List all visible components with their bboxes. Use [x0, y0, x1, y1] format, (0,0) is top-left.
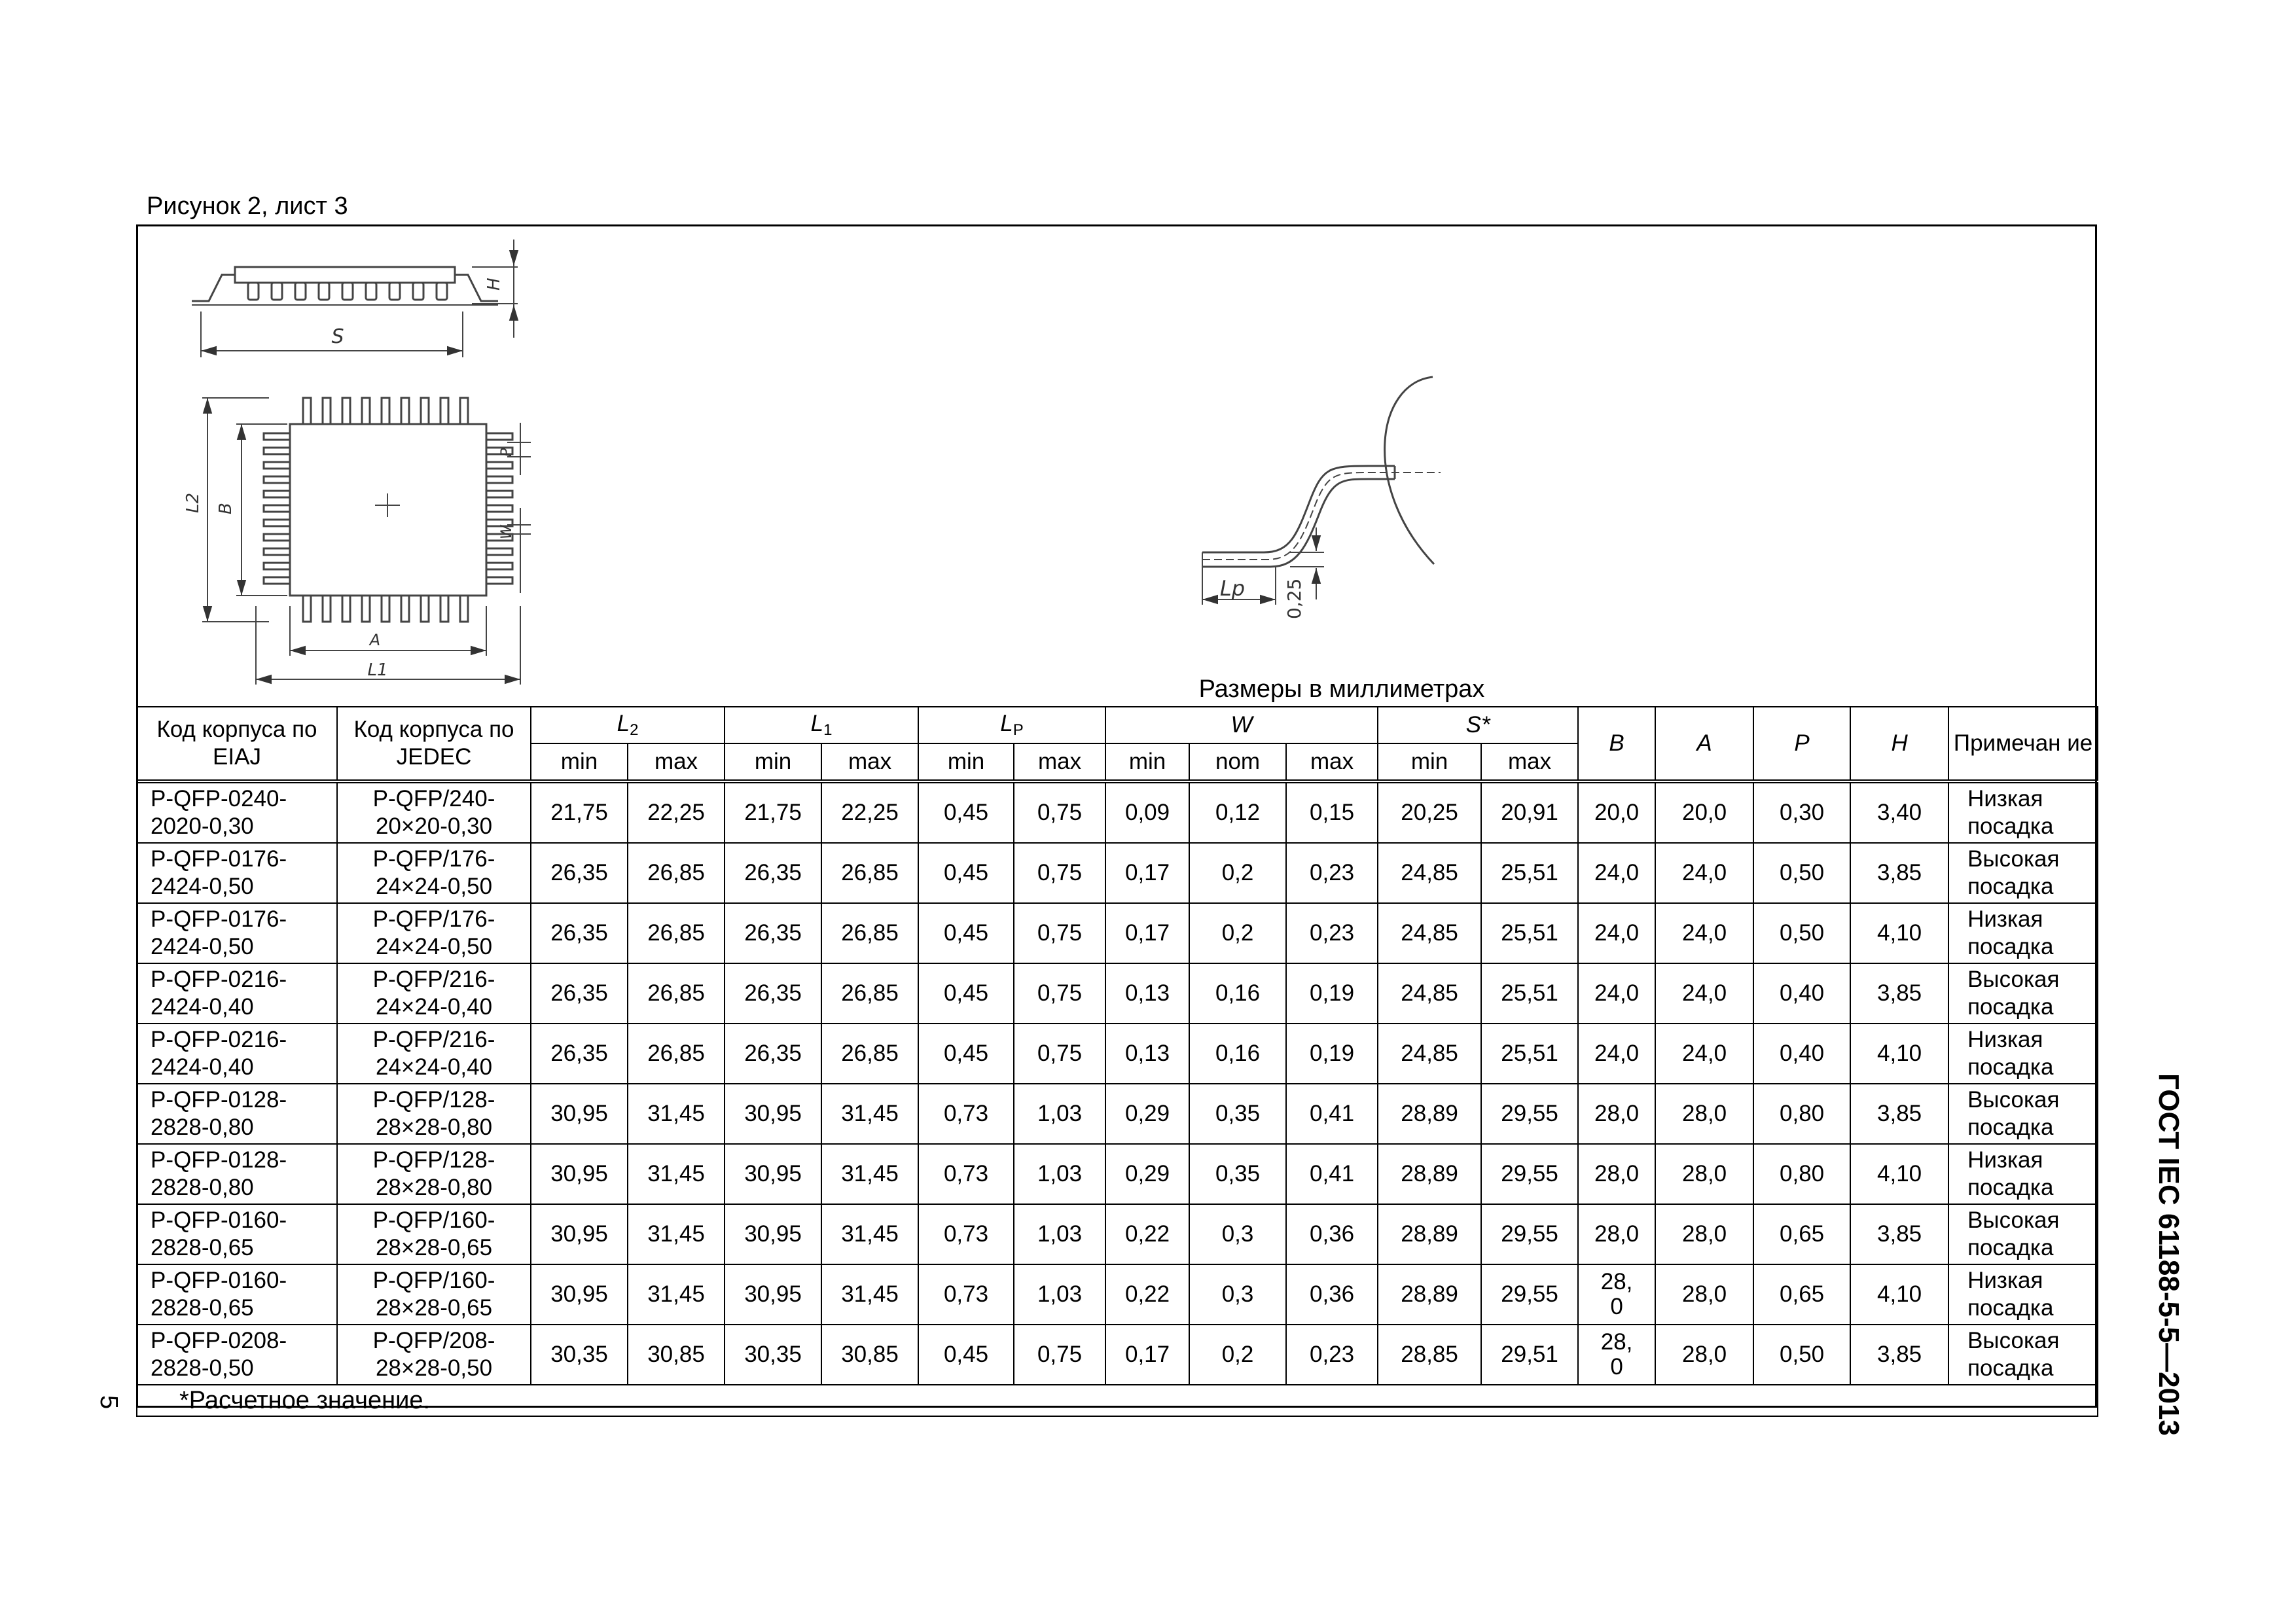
- cell-eiaj-code: P-QFP-0216- 2424-0,40: [137, 1024, 337, 1084]
- cell-value: 0,45: [918, 963, 1014, 1024]
- cell-eiaj-code: P-QFP-0208- 2828-0,50: [137, 1325, 337, 1385]
- sub-max: max: [1481, 743, 1578, 781]
- cell-value: 20,91: [1481, 781, 1578, 843]
- cell-value: 28,89: [1378, 1084, 1481, 1144]
- label-thickness: 0,25: [1283, 578, 1305, 619]
- sub-max: max: [821, 743, 918, 781]
- cell-value: 0,65: [1753, 1204, 1850, 1264]
- col-H-header: H: [1850, 707, 1948, 781]
- cell-value: 24,85: [1378, 1024, 1481, 1084]
- table-row: [137, 1144, 2098, 1204]
- cell-value: 20,25: [1378, 781, 1481, 843]
- cell-value: 31,45: [821, 1144, 918, 1204]
- cell-value: 0,75: [1014, 1325, 1105, 1385]
- cell-value: 30,85: [628, 1325, 725, 1385]
- dimensions-table: [136, 706, 2098, 1417]
- cell-jedec-code: P-QFP/216- 24×24-0,40: [337, 963, 531, 1024]
- cell-value: 0,73: [918, 1084, 1014, 1144]
- cell-value: 24,0: [1655, 903, 1753, 963]
- cell-value: 0,45: [918, 781, 1014, 843]
- cell-value: 26,35: [725, 963, 821, 1024]
- cell-value: 22,25: [628, 781, 725, 843]
- cell-value: 0,45: [918, 1024, 1014, 1084]
- cell-value: 0,80: [1753, 1144, 1850, 1204]
- cell-value: 30,35: [531, 1325, 628, 1385]
- footnote: *Расчетное значение.: [137, 1385, 2098, 1416]
- col-eiaj-header: Код корпуса по EIAJ: [137, 707, 337, 781]
- cell-value: 0,2: [1189, 1325, 1286, 1385]
- cell-value: 24,0: [1578, 963, 1655, 1024]
- cell-value: 0,22: [1105, 1204, 1189, 1264]
- cell-value: 28,89: [1378, 1204, 1481, 1264]
- cell-value: 26,85: [821, 843, 918, 903]
- cell-note: Низкая посадка: [1948, 903, 2098, 963]
- cell-value: 24,0: [1655, 1024, 1753, 1084]
- cell-value: 0,41: [1286, 1144, 1378, 1204]
- cell-value: 0,35: [1189, 1144, 1286, 1204]
- cell-value: 21,75: [725, 781, 821, 843]
- cell-value: 4,10: [1850, 1144, 1948, 1204]
- cell-value: 3,85: [1850, 1325, 1948, 1385]
- label-H: H: [484, 277, 504, 291]
- cell-value: 0,45: [918, 1325, 1014, 1385]
- cell-value: 20,0: [1578, 781, 1655, 843]
- cell-value: 0,73: [918, 1204, 1014, 1264]
- cell-value: 28,0: [1655, 1264, 1753, 1325]
- cell-jedec-code: P-QFP/176- 24×24-0,50: [337, 843, 531, 903]
- sub-max: max: [1286, 743, 1378, 781]
- cell-value: 0,75: [1014, 903, 1105, 963]
- cell-jedec-code: P-QFP/216- 24×24-0,40: [337, 1024, 531, 1084]
- col-note-header: Примечан ие: [1948, 707, 2098, 781]
- cell-value: 0,2: [1189, 843, 1286, 903]
- top-view: [202, 398, 531, 685]
- cell-value: 28,0: [1655, 1325, 1753, 1385]
- cell-value: 30,95: [531, 1144, 628, 1204]
- cell-note: Низкая посадка: [1948, 1144, 2098, 1204]
- cell-value: 0,45: [918, 843, 1014, 903]
- cell-value: 0,22: [1105, 1264, 1189, 1325]
- cell-eiaj-code: P-QFP-0216- 2424-0,40: [137, 963, 337, 1024]
- cell-value: 31,45: [821, 1204, 918, 1264]
- cell-value: 0,50: [1753, 903, 1850, 963]
- table-row: [137, 1204, 2098, 1264]
- cell-note: Высокая посадка: [1948, 843, 2098, 903]
- cell-jedec-code: P-QFP/208- 28×28-0,50: [337, 1325, 531, 1385]
- col-L1-header: L1: [725, 707, 918, 743]
- cell-value: 0,65: [1753, 1264, 1850, 1325]
- cell-value: 0,16: [1189, 1024, 1286, 1084]
- cell-jedec-code: P-QFP/176- 24×24-0,50: [337, 903, 531, 963]
- cell-eiaj-code: P-QFP-0176- 2424-0,50: [137, 843, 337, 903]
- sub-min: min: [725, 743, 821, 781]
- cell-eiaj-code: P-QFP-0160- 2828-0,65: [137, 1204, 337, 1264]
- label-S: S: [331, 325, 344, 348]
- label-L1: L1: [367, 660, 388, 680]
- cell-value: 4,10: [1850, 1024, 1948, 1084]
- side-view: [192, 240, 518, 357]
- cell-value: 24,0: [1578, 1024, 1655, 1084]
- cell-value: 28,0: [1655, 1084, 1753, 1144]
- table-row: [137, 1084, 2098, 1144]
- cell-jedec-code: P-QFP/240- 20×20-0,30: [337, 781, 531, 843]
- cell-value: 0,35: [1189, 1084, 1286, 1144]
- cell-value: 0,16: [1189, 963, 1286, 1024]
- cell-value: 1,03: [1014, 1264, 1105, 1325]
- cell-value: 31,45: [628, 1144, 725, 1204]
- page-number: [96, 1395, 122, 1435]
- cell-value: 31,45: [628, 1084, 725, 1144]
- cell-value: 30,95: [531, 1264, 628, 1325]
- label-P: P: [499, 448, 515, 457]
- document-standard-number: ГОСТ IEC 61188-5-5—2013: [2153, 1073, 2185, 1436]
- cell-value: 0,23: [1286, 903, 1378, 963]
- cell-value: 0,73: [918, 1144, 1014, 1204]
- cell-eiaj-code: P-QFP-0128- 2828-0,80: [137, 1144, 337, 1204]
- cell-value: 28,0: [1578, 1084, 1655, 1144]
- cell-value: 24,0: [1655, 963, 1753, 1024]
- cell-value: 0,13: [1105, 1024, 1189, 1084]
- cell-value: 26,85: [628, 903, 725, 963]
- sub-min: min: [1105, 743, 1189, 781]
- table-row: [137, 963, 2098, 1024]
- table-row: [137, 1325, 2098, 1385]
- cell-eiaj-code: P-QFP-0128- 2828-0,80: [137, 1084, 337, 1144]
- cell-value: 26,85: [821, 963, 918, 1024]
- sub-min: min: [1378, 743, 1481, 781]
- col-L2-header: L2: [531, 707, 725, 743]
- cell-value: 24,85: [1378, 843, 1481, 903]
- cell-value: 0,09: [1105, 781, 1189, 843]
- cell-value: 0,23: [1286, 1325, 1378, 1385]
- cell-value: 31,45: [628, 1264, 725, 1325]
- col-P-header: P: [1753, 707, 1850, 781]
- cell-value: 30,95: [725, 1264, 821, 1325]
- cell-note: Высокая посадка: [1948, 963, 2098, 1024]
- cell-value: 1,03: [1014, 1084, 1105, 1144]
- cell-value: 30,95: [725, 1144, 821, 1204]
- cell-value: 26,35: [531, 903, 628, 963]
- cell-note: Высокая посадка: [1948, 1325, 2098, 1385]
- cell-value: 28,0: [1655, 1144, 1753, 1204]
- cell-value: 24,0: [1578, 843, 1655, 903]
- cell-value: 30,85: [821, 1325, 918, 1385]
- cell-value: 0,3: [1189, 1204, 1286, 1264]
- cell-eiaj-code: P-QFP-0176- 2424-0,50: [137, 903, 337, 963]
- table-row: [137, 781, 2098, 843]
- cell-value: 25,51: [1481, 903, 1578, 963]
- cell-value: 29,55: [1481, 1084, 1578, 1144]
- label-W: W: [499, 525, 515, 539]
- cell-value: 26,35: [725, 903, 821, 963]
- cell-value: 0,73: [918, 1264, 1014, 1325]
- cell-value: 28, 0: [1578, 1264, 1655, 1325]
- table-row: [137, 1264, 2098, 1325]
- cell-eiaj-code: P-QFP-0160- 2828-0,65: [137, 1264, 337, 1325]
- cell-value: 26,35: [725, 843, 821, 903]
- sub-max: max: [628, 743, 725, 781]
- cell-value: 30,95: [725, 1084, 821, 1144]
- cell-value: 29,55: [1481, 1204, 1578, 1264]
- cell-value: 26,35: [531, 1024, 628, 1084]
- cell-value: 26,85: [628, 1024, 725, 1084]
- cell-value: 0,15: [1286, 781, 1378, 843]
- cell-value: 21,75: [531, 781, 628, 843]
- cell-value: 29,51: [1481, 1325, 1578, 1385]
- label-A: A: [369, 631, 381, 649]
- cell-value: 30,95: [531, 1084, 628, 1144]
- cell-value: 31,45: [821, 1264, 918, 1325]
- cell-value: 28,85: [1378, 1325, 1481, 1385]
- cell-value: 0,3: [1189, 1264, 1286, 1325]
- col-S-header: S*: [1378, 707, 1578, 743]
- cell-value: 0,45: [918, 903, 1014, 963]
- cell-value: 29,55: [1481, 1264, 1578, 1325]
- cell-value: 3,85: [1850, 1204, 1948, 1264]
- sub-nom: nom: [1189, 743, 1286, 781]
- cell-value: 25,51: [1481, 1024, 1578, 1084]
- cell-value: 30,95: [725, 1204, 821, 1264]
- cell-jedec-code: P-QFP/160- 28×28-0,65: [337, 1264, 531, 1325]
- cell-value: 0,75: [1014, 963, 1105, 1024]
- cell-value: 31,45: [628, 1204, 725, 1264]
- cell-value: 0,17: [1105, 843, 1189, 903]
- label-B: B: [216, 503, 236, 514]
- cell-value: 26,35: [531, 963, 628, 1024]
- cell-note: Низкая посадка: [1948, 1024, 2098, 1084]
- cell-note: Высокая посадка: [1948, 1084, 2098, 1144]
- cell-value: 0,40: [1753, 963, 1850, 1024]
- units-note: Размеры в миллиметрах: [1198, 675, 1485, 703]
- cell-jedec-code: P-QFP/128- 28×28-0,80: [337, 1144, 531, 1204]
- cell-value: 0,75: [1014, 843, 1105, 903]
- cell-value: 26,85: [628, 963, 725, 1024]
- cell-value: 28, 0: [1578, 1325, 1655, 1385]
- table-row: [137, 843, 2098, 903]
- cell-jedec-code: P-QFP/160- 28×28-0,65: [337, 1204, 531, 1264]
- page-number-text: 5: [95, 1395, 122, 1410]
- label-L2: L2: [183, 492, 203, 513]
- cell-value: 0,12: [1189, 781, 1286, 843]
- cell-value: 0,19: [1286, 1024, 1378, 1084]
- cell-value: 25,51: [1481, 843, 1578, 903]
- col-A-header: A: [1655, 707, 1753, 781]
- side-document-title: [2113, 1073, 2204, 1466]
- cell-value: 0,2: [1189, 903, 1286, 963]
- cell-value: 0,41: [1286, 1084, 1378, 1144]
- cell-value: 3,85: [1850, 1084, 1948, 1144]
- cell-value: 26,85: [821, 903, 918, 963]
- cell-value: 3,40: [1850, 781, 1948, 843]
- cell-value: 24,0: [1578, 903, 1655, 963]
- col-B-header: B: [1578, 707, 1655, 781]
- lead-detail: [1202, 377, 1441, 605]
- cell-value: 25,51: [1481, 963, 1578, 1024]
- cell-value: 30,95: [531, 1204, 628, 1264]
- cell-value: 0,80: [1753, 1084, 1850, 1144]
- cell-value: 0,50: [1753, 843, 1850, 903]
- cell-value: 20,0: [1655, 781, 1753, 843]
- cell-value: 0,13: [1105, 963, 1189, 1024]
- label-Lp: Lp: [1219, 576, 1246, 601]
- table-row: [137, 1024, 2098, 1084]
- figure-caption: Рисунок 2, лист 3: [147, 192, 348, 220]
- cell-value: 24,85: [1378, 903, 1481, 963]
- cell-jedec-code: P-QFP/128- 28×28-0,80: [337, 1084, 531, 1144]
- cell-value: 31,45: [821, 1084, 918, 1144]
- cell-value: 0,19: [1286, 963, 1378, 1024]
- cell-value: 28,89: [1378, 1144, 1481, 1204]
- cell-value: 22,25: [821, 781, 918, 843]
- package-drawing: [138, 226, 2095, 707]
- cell-value: 0,50: [1753, 1325, 1850, 1385]
- cell-value: 29,55: [1481, 1144, 1578, 1204]
- cell-value: 0,17: [1105, 1325, 1189, 1385]
- cell-value: 0,29: [1105, 1084, 1189, 1144]
- cell-value: 0,30: [1753, 781, 1850, 843]
- cell-value: 28,0: [1655, 1204, 1753, 1264]
- cell-value: 26,85: [821, 1024, 918, 1084]
- cell-value: 0,40: [1753, 1024, 1850, 1084]
- col-W-header: W: [1105, 707, 1378, 743]
- cell-value: 0,75: [1014, 781, 1105, 843]
- sub-max: max: [1014, 743, 1105, 781]
- cell-value: 0,23: [1286, 843, 1378, 903]
- cell-eiaj-code: P-QFP-0240- 2020-0,30: [137, 781, 337, 843]
- cell-value: 0,29: [1105, 1144, 1189, 1204]
- cell-value: 0,75: [1014, 1024, 1105, 1084]
- cell-value: 26,85: [628, 843, 725, 903]
- cell-value: 0,17: [1105, 903, 1189, 963]
- cell-value: 3,85: [1850, 963, 1948, 1024]
- cell-value: 28,0: [1578, 1204, 1655, 1264]
- cell-value: 26,35: [531, 843, 628, 903]
- cell-value: 0,36: [1286, 1204, 1378, 1264]
- cell-note: Высокая посадка: [1948, 1204, 2098, 1264]
- col-jedec-header: Код корпуса по JEDEC: [337, 707, 531, 781]
- cell-value: 1,03: [1014, 1144, 1105, 1204]
- cell-value: 3,85: [1850, 843, 1948, 903]
- cell-value: 30,35: [725, 1325, 821, 1385]
- table-body: [137, 781, 2098, 1385]
- cell-value: 4,10: [1850, 1264, 1948, 1325]
- cell-note: Низкая посадка: [1948, 781, 2098, 843]
- sub-min: min: [918, 743, 1014, 781]
- cell-value: 1,03: [1014, 1204, 1105, 1264]
- table-row: [137, 903, 2098, 963]
- sub-min: min: [531, 743, 628, 781]
- cell-value: 28,89: [1378, 1264, 1481, 1325]
- cell-value: 28,0: [1578, 1144, 1655, 1204]
- cell-value: 26,35: [725, 1024, 821, 1084]
- cell-value: 24,85: [1378, 963, 1481, 1024]
- cell-note: Низкая посадка: [1948, 1264, 2098, 1325]
- cell-value: 4,10: [1850, 903, 1948, 963]
- cell-value: 0,36: [1286, 1264, 1378, 1325]
- col-LP-header: LP: [918, 707, 1105, 743]
- cell-value: 24,0: [1655, 843, 1753, 903]
